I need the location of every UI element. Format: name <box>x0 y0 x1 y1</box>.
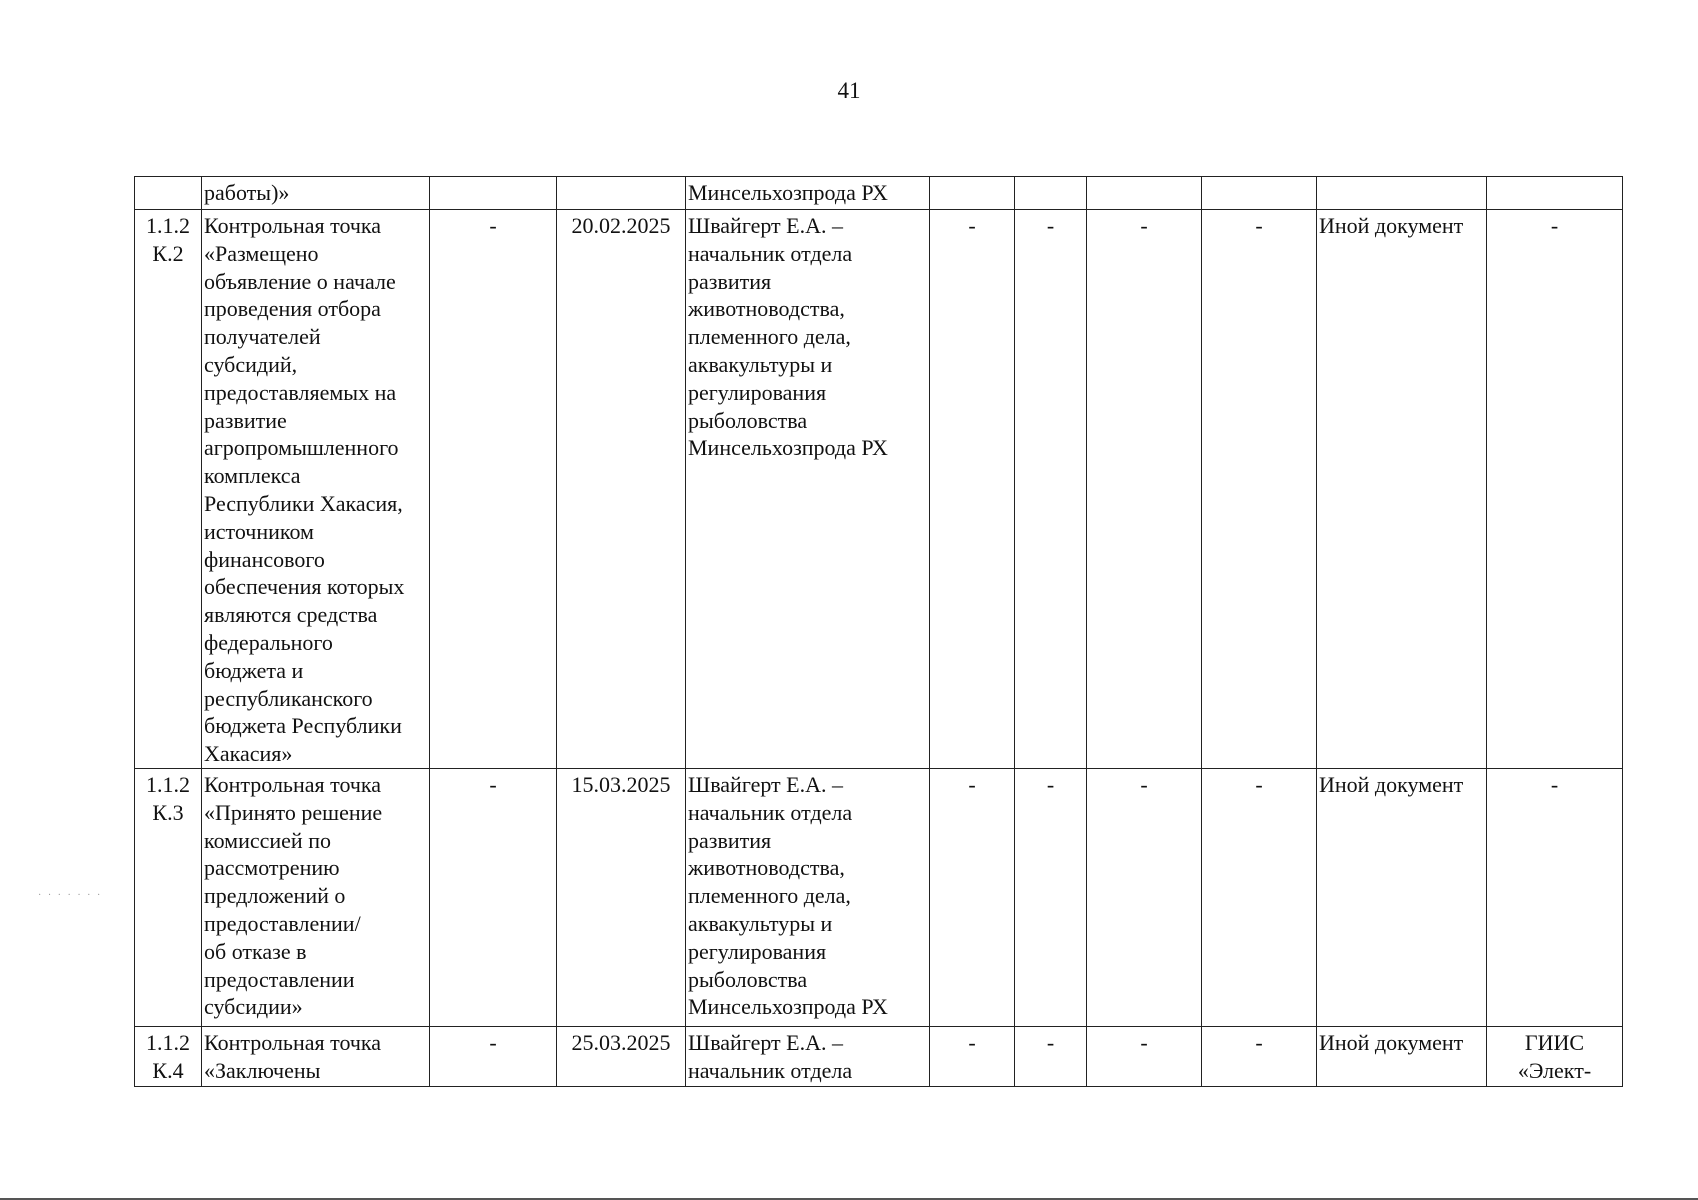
table-row <box>135 177 1623 210</box>
information-system-cell: - <box>1487 210 1623 769</box>
column-8-cell: - <box>1087 210 1202 769</box>
column-6-cell: - <box>930 1026 1015 1086</box>
column-8-cell: - <box>1087 768 1202 1026</box>
column-9-cell: - <box>1202 768 1317 1026</box>
column-8-cell <box>1087 177 1202 210</box>
table-row <box>135 210 1623 769</box>
responsible-cell: Минсельхозпрода РХ <box>686 177 930 210</box>
date-cell: 15.03.2025 <box>557 768 686 1026</box>
date-cell: 20.02.2025 <box>557 210 686 769</box>
control-point-name-cell: работы)» <box>202 177 430 210</box>
column-3-cell <box>430 177 557 210</box>
column-6-cell: - <box>930 210 1015 769</box>
information-system-cell: ГИИС «Элект- <box>1487 1026 1623 1086</box>
document-type-cell: Иной документ <box>1317 1026 1487 1086</box>
control-point-name-cell: Контрольная точка «Размещено объявление о начале проведения отбора получателей субсидий, предоставляемых на развитие агропромышленного комплекса Республики Хакасия, источником финансового обеспечения которых являются средства федерального бюджета и республиканского бюджета Республики Хакасия» <box>202 210 430 769</box>
control-point-name-cell: Контрольная точка «Принято решение комиссией по рассмотрению предложений о предоставлении/ об отказе в предоставлении субсидии» <box>202 768 430 1026</box>
row-number-cell: 1.1.2 К.2 <box>135 210 202 769</box>
document-type-cell <box>1317 177 1487 210</box>
control-point-name-cell: Контрольная точка «Заключены <box>202 1026 430 1086</box>
column-9-cell: - <box>1202 210 1317 769</box>
date-cell <box>557 177 686 210</box>
column-3-cell: - <box>430 1026 557 1086</box>
table-row <box>135 1026 1623 1086</box>
column-7-cell: - <box>1015 768 1087 1026</box>
table-row <box>135 768 1623 1026</box>
row-number-cell: 1.1.2 К.4 <box>135 1026 202 1086</box>
date-cell: 25.03.2025 <box>557 1026 686 1086</box>
information-system-cell <box>1487 177 1623 210</box>
information-system-cell: - <box>1487 768 1623 1026</box>
page-number: 41 <box>837 78 861 103</box>
responsible-cell: Швайгерт Е.А. – начальник отдела <box>686 1026 930 1086</box>
column-6-cell: - <box>930 768 1015 1026</box>
row-number-cell: 1.1.2 К.3 <box>135 768 202 1026</box>
responsible-cell: Швайгерт Е.А. – начальник отдела развития животноводства, племенного дела, аквакультуры и регулирования рыболовства Минсельхозпрода РХ <box>686 768 930 1026</box>
document-type-cell: Иной документ <box>1317 210 1487 769</box>
column-9-cell <box>1202 177 1317 210</box>
row-number-cell <box>135 177 202 210</box>
column-7-cell: - <box>1015 210 1087 769</box>
column-3-cell: - <box>430 768 557 1026</box>
column-9-cell: - <box>1202 1026 1317 1086</box>
column-7-cell: - <box>1015 1026 1087 1086</box>
plan-table <box>134 176 1623 1087</box>
column-8-cell: - <box>1087 1026 1202 1086</box>
responsible-cell: Швайгерт Е.А. – начальник отдела развития животноводства, племенного дела, аквакультуры и регулирования рыболовства Минсельхозпрода РХ <box>686 210 930 769</box>
document-type-cell: Иной документ <box>1317 768 1487 1026</box>
column-6-cell <box>930 177 1015 210</box>
column-3-cell: - <box>430 210 557 769</box>
scan-margin-marks: · · · · · · · <box>38 890 103 901</box>
column-7-cell <box>1015 177 1087 210</box>
